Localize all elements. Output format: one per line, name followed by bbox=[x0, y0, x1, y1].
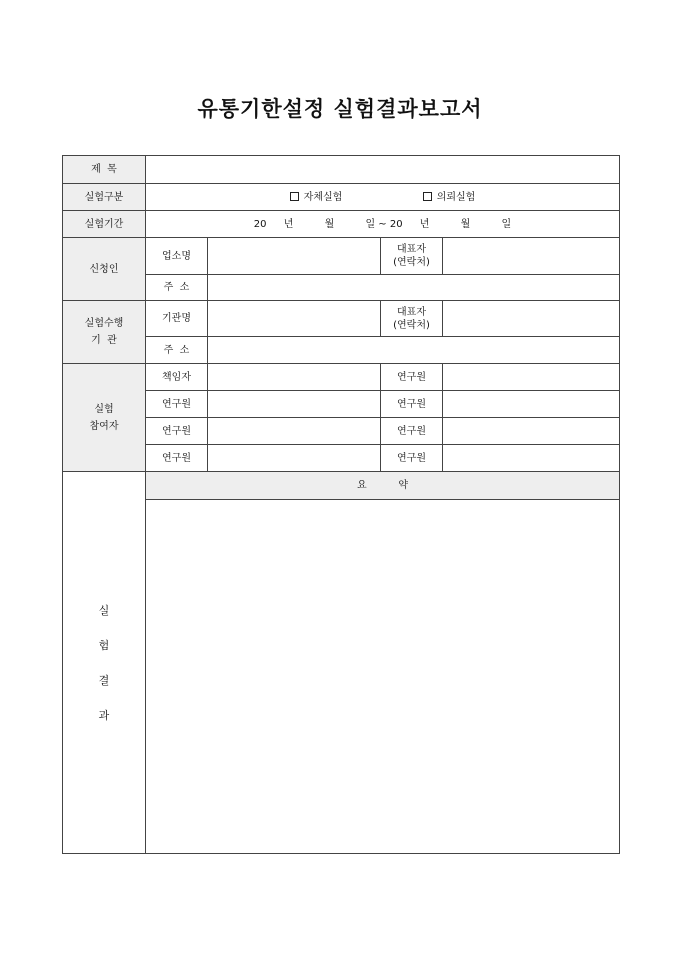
agency-label-line2: 기 관 bbox=[91, 335, 117, 346]
results-label bbox=[63, 472, 146, 854]
participant-field-left[interactable] bbox=[208, 418, 381, 445]
report-form bbox=[62, 155, 620, 854]
participant-role-right: 연구원 bbox=[381, 418, 443, 445]
end-month-unit: 월 bbox=[460, 218, 471, 230]
commission-exp-label: 의뢰실험 bbox=[436, 191, 476, 203]
exp-period-label: 실험기간 bbox=[63, 211, 146, 238]
start-month-unit: 월 bbox=[324, 218, 335, 230]
participant-role-right: 연구원 bbox=[381, 364, 443, 391]
self-exp-checkbox[interactable] bbox=[290, 192, 299, 201]
results-char-3: 결 bbox=[98, 673, 110, 687]
participant-field-left[interactable] bbox=[208, 445, 381, 472]
agency-label bbox=[63, 301, 146, 364]
results-char-1: 실 bbox=[98, 603, 110, 617]
agency-rep-label bbox=[381, 301, 443, 337]
participant-role-right: 연구원 bbox=[381, 391, 443, 418]
agency-rep-field[interactable] bbox=[443, 301, 620, 337]
participants-label bbox=[63, 364, 146, 472]
business-name-field[interactable] bbox=[208, 238, 381, 275]
participant-role-left: 연구원 bbox=[146, 418, 208, 445]
start-year-unit: 년 bbox=[283, 218, 294, 230]
agency-rep-line1: 대표자 bbox=[397, 306, 426, 318]
agency-address-field[interactable] bbox=[208, 337, 620, 364]
summary-body-field[interactable] bbox=[146, 500, 620, 854]
document-title: 유통기한설정 실험결과보고서 bbox=[197, 97, 483, 121]
end-day-unit: 일 bbox=[501, 218, 512, 230]
applicant-rep-label bbox=[381, 238, 443, 275]
end-century: 20 bbox=[389, 218, 403, 230]
business-name-label: 업소명 bbox=[146, 238, 208, 275]
exp-period-field[interactable] bbox=[146, 211, 620, 238]
applicant-address-field[interactable] bbox=[208, 275, 620, 301]
applicant-rep-line2: (연락처) bbox=[393, 257, 430, 268]
subject-label: 제 목 bbox=[63, 156, 146, 184]
participant-field-left[interactable] bbox=[208, 364, 381, 391]
participants-label-line1: 실험 bbox=[94, 403, 114, 415]
applicant-rep-field[interactable] bbox=[443, 238, 620, 275]
participant-role-left: 연구원 bbox=[146, 445, 208, 472]
end-year-unit: 년 bbox=[419, 218, 430, 230]
exp-type-options bbox=[146, 184, 620, 211]
participant-role-left: 연구원 bbox=[146, 391, 208, 418]
participants-label-line2: 참여자 bbox=[89, 420, 119, 432]
summary-header: 요 약 bbox=[146, 472, 620, 500]
self-exp-label: 자체실험 bbox=[303, 191, 343, 203]
applicant-rep-line1: 대표자 bbox=[397, 244, 426, 255]
applicant-address-label: 주 소 bbox=[146, 275, 208, 301]
participant-field-left[interactable] bbox=[208, 391, 381, 418]
commission-exp-checkbox[interactable] bbox=[423, 192, 432, 201]
participant-field-right[interactable] bbox=[443, 364, 620, 391]
agency-rep-line2: (연락처) bbox=[393, 319, 430, 331]
participant-field-right[interactable] bbox=[443, 445, 620, 472]
participant-role-left: 책임자 bbox=[146, 364, 208, 391]
participant-role-right: 연구원 bbox=[381, 445, 443, 472]
applicant-label: 신청인 bbox=[63, 238, 146, 301]
results-char-2: 험 bbox=[98, 638, 110, 652]
participant-field-right[interactable] bbox=[443, 391, 620, 418]
exp-type-label: 실험구분 bbox=[63, 184, 146, 211]
start-century: 20 bbox=[253, 218, 267, 230]
results-char-4: 과 bbox=[98, 708, 110, 722]
start-day-unit: 일 bbox=[365, 218, 376, 230]
agency-name-field[interactable] bbox=[208, 301, 381, 337]
agency-name-label: 기관명 bbox=[146, 301, 208, 337]
agency-address-label: 주 소 bbox=[146, 337, 208, 364]
subject-field[interactable] bbox=[146, 156, 620, 184]
period-tilde: ~ bbox=[378, 218, 387, 230]
agency-label-line1: 실험수행 bbox=[84, 318, 124, 329]
participant-field-right[interactable] bbox=[443, 418, 620, 445]
